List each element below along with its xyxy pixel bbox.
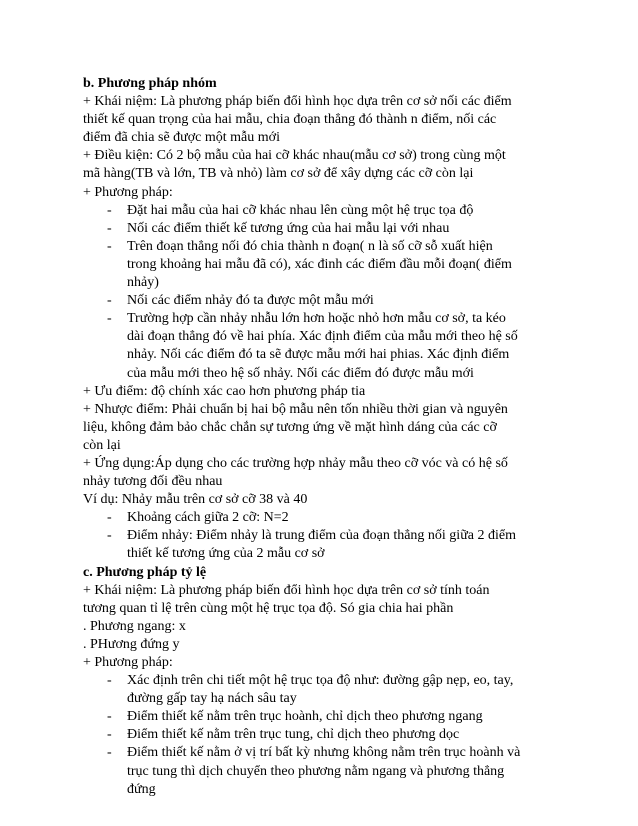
text-line: đứng	[127, 781, 156, 797]
section-b-example-list	[83, 509, 563, 563]
text-line: trục tung thì dịch chuyển theo phương nằm ngang và phương thẳng	[127, 763, 505, 779]
section-c-method-label: + Phương pháp:	[83, 655, 173, 670]
dash-marker: -	[107, 745, 112, 761]
text-line: dài đoạn thẳng đó về hai phía. Xác định điểm của mẫu mới theo hệ số	[127, 329, 518, 345]
text-line: Điểm nhảy: Điểm nhảy là trung điểm của đoạn thẳng nối giữa 2 điểm	[127, 528, 516, 544]
section-b-condition	[83, 147, 563, 183]
list-item	[83, 310, 563, 382]
text-line: liệu, không đảm bảo chắc chắn sự tương ứng về mặt hình dáng của các cỡ	[83, 419, 497, 435]
dash-marker: -	[107, 673, 112, 689]
dash-marker: -	[107, 202, 112, 218]
text-line: nhảy tương đối đều nhau	[83, 474, 223, 490]
text-line: Xác định trên chi tiết một hệ trục tọa độ như: đường gập nẹp, eo, tay,	[127, 673, 514, 689]
text-line: Đặt hai mẫu của hai cỡ khác nhau lên cùng một hệ trục tọa độ	[127, 202, 474, 218]
dash-marker: -	[107, 709, 112, 725]
text-line: của mẫu mới theo hệ số nhảy. Nối các điểm đó được mẫu mới	[127, 365, 474, 381]
section-c-method-list	[83, 672, 563, 799]
list-item	[83, 238, 563, 292]
section-b-example: Ví dụ: Nhảy mẫu trên cơ sở cỡ 38 và 40	[83, 492, 308, 508]
document-page	[83, 75, 563, 799]
section-b-application	[83, 455, 563, 491]
dash-marker: -	[107, 510, 112, 526]
dash-marker: -	[107, 220, 112, 236]
text-line: Nối các điểm nhảy đó ta được một mẫu mới	[127, 293, 374, 309]
text-line: Trường hợp cần nhảy nhẫu lớn hơn hoặc nhỏ hơn mẫu cơ sở, ta kéo	[127, 311, 506, 327]
list-item	[83, 527, 563, 563]
list-item	[83, 220, 563, 238]
text-line: còn lại	[83, 437, 121, 453]
text-line: tương quan tỉ lệ trên cùng một hệ trục tọa độ. Só gia chia hai phần	[83, 600, 454, 616]
list-item	[83, 672, 563, 708]
list-item	[83, 509, 563, 527]
text-line: Điểm thiết kế nằm trên trục hoành, chỉ dịch theo phương ngang	[127, 709, 483, 725]
section-b-method-label: + Phương pháp:	[83, 184, 173, 200]
section-b-method-list	[83, 202, 563, 383]
text-line: + Ứng dụng:Áp dụng cho các trường hợp nhảy mẫu theo cỡ vóc và có hệ số	[83, 455, 508, 471]
section-b-disadvantage	[83, 401, 563, 455]
text-line: Khoảng cách giữa 2 cỡ: N=2	[127, 510, 289, 526]
text-line: trong khoảng hai mẫu đã có), xác đinh các điểm đầu mỗi đoạn( điểm	[127, 256, 512, 272]
text-line: nhảy. Nối các điểm đó ta sẽ được mẫu mới hai phias. Xác định điểm	[127, 347, 510, 363]
text-line: + Nhược điểm: Phải chuẩn bị hai bộ mẫu nên tốn nhiều thời gian và nguyên	[83, 401, 508, 417]
text-line: + Khái niệm: Là phương pháp biến đổi hình học dựa trên cơ sở tính toán	[83, 582, 490, 598]
text-line: + Điều kiện: Có 2 bộ mẫu của hai cỡ khác nhau(mẫu cơ sở) trong cùng một	[83, 148, 506, 164]
text-line: đường gấp tay hạ nách sâu tay	[127, 691, 297, 707]
section-c-horizontal: . Phương ngang: x	[83, 618, 186, 634]
section-c-vertical: . PHương đứng y	[83, 636, 180, 652]
text-line: Điểm thiết kế nằm ở vị trí bất kỳ nhưng không nằm trên trục hoành và	[127, 745, 521, 761]
text-line: mã hàng(TB và lớn, TB và nhỏ) làm cơ sở để xây dựng các cỡ còn lại	[83, 166, 474, 182]
text-line: thiết kế tương ứng của 2 mẫu cơ sở	[127, 546, 325, 562]
dash-marker: -	[107, 727, 112, 743]
text-line: nhảy)	[127, 275, 159, 291]
dash-marker: -	[107, 238, 112, 254]
dash-marker: -	[107, 528, 112, 544]
text-line: Trên đoạn thẳng nối đó chia thành n đoạn( n là số cỡ sỗ xuất hiện	[127, 238, 493, 254]
text-line: điểm đã chia sẽ được một mẫu mới	[83, 130, 280, 146]
text-line: Nối các điểm thiết kế tương ứng của hai mẫu lại với nhau	[127, 220, 450, 236]
dash-marker: -	[107, 311, 112, 327]
list-item	[83, 202, 563, 220]
section-b-concept	[83, 93, 563, 147]
list-item	[83, 708, 563, 726]
section-c-heading: c. Phương pháp tỷ lệ	[83, 564, 207, 580]
list-item	[83, 292, 563, 310]
list-item	[83, 726, 563, 744]
text-line: + Khái niệm: Là phương pháp biến đổi hình học dựa trên cơ sở nối các điểm	[83, 94, 512, 110]
dash-marker: -	[107, 293, 112, 309]
text-line: thiết kế quan trọng của hai mẫu, chia đoạn thẳng đó thành n điểm, nối các	[83, 112, 497, 128]
section-b-heading: b. Phương pháp nhóm	[83, 76, 217, 91]
section-b-advantage: + Ưu điểm: độ chính xác cao hơn phương pháp tia	[83, 383, 366, 399]
list-item	[83, 744, 563, 798]
text-line: Điểm thiết kế nằm trên trục tung, chỉ dịch theo phương dọc	[127, 727, 460, 743]
section-c-concept	[83, 582, 563, 618]
